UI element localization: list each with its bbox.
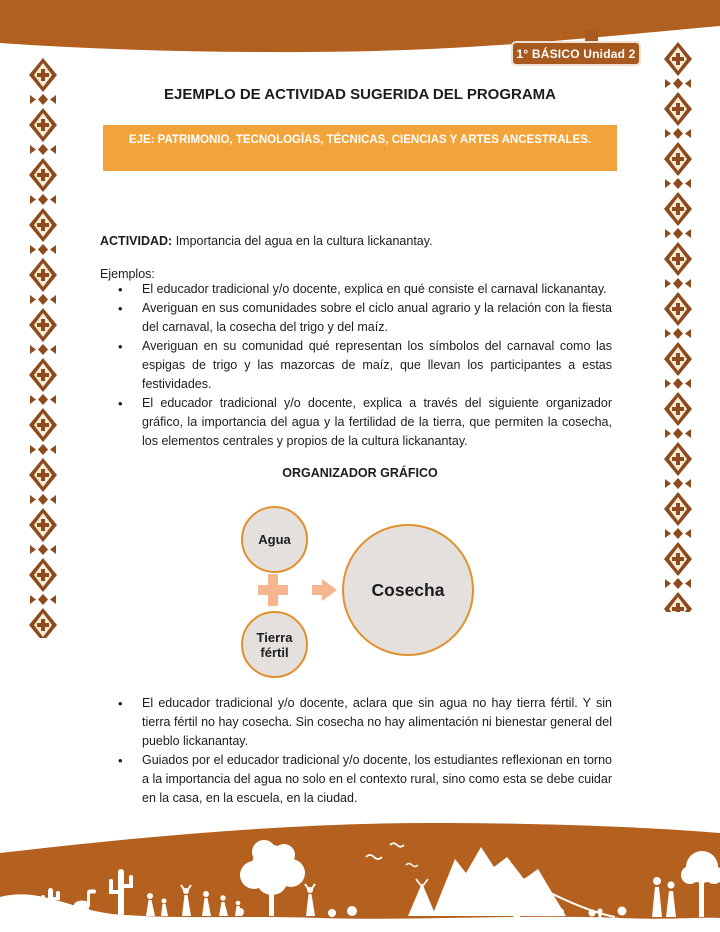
unit-badge: 1° BÁSICO Unidad 2 bbox=[511, 41, 641, 66]
list-item: • El educador tradicional y/o docente, aclara que sin agua no hay tierra fértil. Y sin tierra fértil no hay cosecha. Sin cosecha no hay alimentación ni bienestar general del pueblo lickanantay. bbox=[100, 694, 612, 751]
landscape-illustration bbox=[0, 817, 720, 932]
list-item: • El educador tradicional y/o docente, explica en qué consiste el carnaval lickanantay. bbox=[100, 280, 612, 299]
list-item: • Averiguan en sus comunidades sobre el ciclo anual agrario y la relación con la fiesta del carnaval, la cosecha del trigo y del maíz. bbox=[100, 299, 612, 337]
eje-banner-label: EJE: PATRIMONIO, TECNOLOGÍAS, TÉCNICAS, CIENCIAS Y ARTES ANCESTRALES. bbox=[128, 134, 592, 146]
examples-list bbox=[100, 280, 612, 451]
activity-text: Importancia del agua en la cultura lickanantay. bbox=[172, 234, 433, 248]
activity-label: ACTIVIDAD: bbox=[100, 234, 173, 248]
node-cosecha-label: Cosecha bbox=[371, 579, 445, 600]
textile-border-left-icon bbox=[28, 58, 58, 638]
node-tierra-fertil bbox=[241, 611, 308, 678]
activity-line bbox=[100, 232, 612, 251]
textile-border-right-icon bbox=[663, 42, 693, 612]
eje-banner bbox=[103, 125, 617, 171]
organizer-title: ORGANIZADOR GRÁFICO bbox=[282, 466, 438, 480]
node-cosecha bbox=[342, 524, 474, 656]
node-tierra-label: Tierra fértil bbox=[256, 629, 293, 660]
list-item: • El educador tradicional y/o docente, explica a través del siguiente organizador gráfico, la importancia del agua y la fertilidad de la tierra, que permiten la cosecha, los elementos centrales y propios de la cultura lickanantay. bbox=[100, 394, 612, 451]
plus-icon bbox=[258, 574, 288, 611]
node-agua-label: Agua bbox=[258, 532, 291, 547]
node-agua bbox=[241, 506, 308, 573]
page-title: EJEMPLO DE ACTIVIDAD SUGERIDA DEL PROGRAMA bbox=[164, 86, 556, 103]
examples-label: Ejemplos: bbox=[100, 267, 155, 281]
arrow-right-icon bbox=[312, 577, 338, 608]
list-item: • Guiados por el educador tradicional y/o docente, los estudiantes reflexionan en torno a la importancia del agua no solo en el contexto rural, sino como esta se debe cuidar en la casa, en la escuela, en la ciudad. bbox=[100, 751, 612, 808]
list-item: • Averiguan en su comunidad qué representan los símbolos del carnaval como las espigas de trigo y las mazorcas de maíz, que llevan los participantes a estas festividades. bbox=[100, 337, 612, 394]
closing-list bbox=[100, 694, 612, 808]
